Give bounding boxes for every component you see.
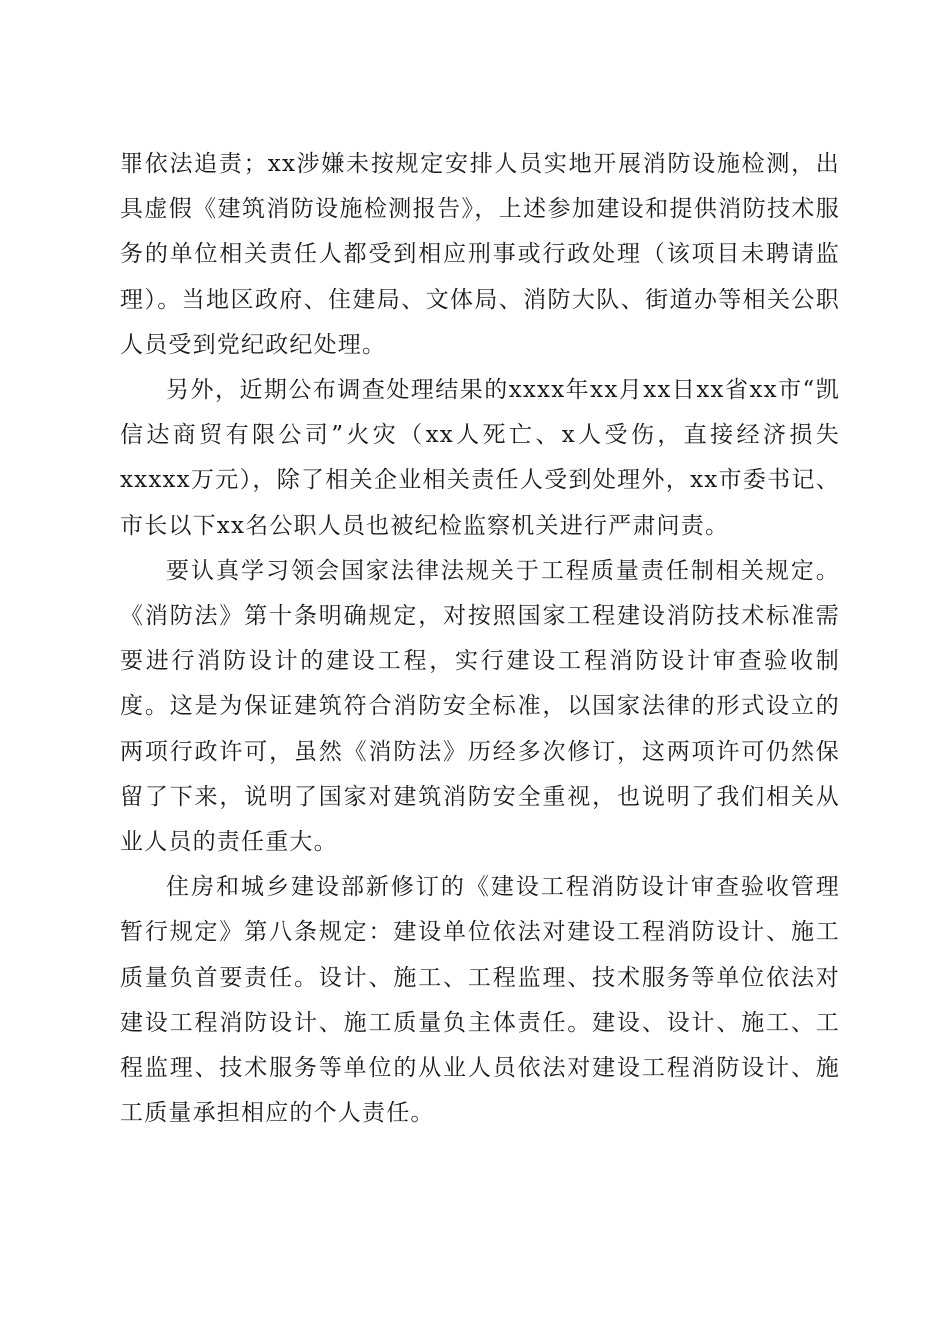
paragraph-fire-law: 要认真学习领会国家法律法规关于工程质量责任制相关规定。《消防法》第十条明确规定，对按照国家工程建设消防技术标准需要进行消防设计的建设工程，实行建设工程消防设计审查验收制度。这是为保证建筑符合消防安全标准，以国家法律的形式设立的两项行政许可，虽然《消防法》历经多次修订，这两项许可仍然保留了下来，说明了国家对建筑消防安全重视，也说明了我们相关从业人员的责任重大。 (120, 557, 840, 856)
document-body (120, 142, 840, 1136)
paragraph-ministry-regulation: 住房和城乡建设部新修订的《建设工程消防设计审查验收管理暂行规定》第八条规定：建设单位依法对建设工程消防设计、施工质量负首要责任。设计、施工、工程监理、技术服务等单位依法对建设工程消防设计、施工质量负主体责任。建设、设计、施工、工程监理、技术服务等单位的从业人员依法对建设工程消防设计、施工质量承担相应的个人责任。 (120, 874, 840, 1127)
paragraph-fire-case: 另外，近期公布调查处理结果的xxxx年xx月xx日xx省xx市“凯信达商贸有限公司”火灾（xx人死亡、x人受伤，直接经济损失xxxxx万元），除了相关企业相关责任人受到处理外，xx市委书记、市长以下xx名公职人员也被纪检监察机关进行严肃问责。 (120, 377, 840, 539)
paragraph-accountability-continued: 罪依法追责；xx涉嫌未按规定安排人员实地开展消防设施检测，出具虚假《建筑消防设施检测报告》，上述参加建设和提供消防技术服务的单位相关责任人都受到相应刑事或行政处理（该项目未聘请监理）。当地区政府、住建局、文体局、消防大队、街道办等相关公职人员受到党纪政纪处理。 (120, 151, 840, 358)
